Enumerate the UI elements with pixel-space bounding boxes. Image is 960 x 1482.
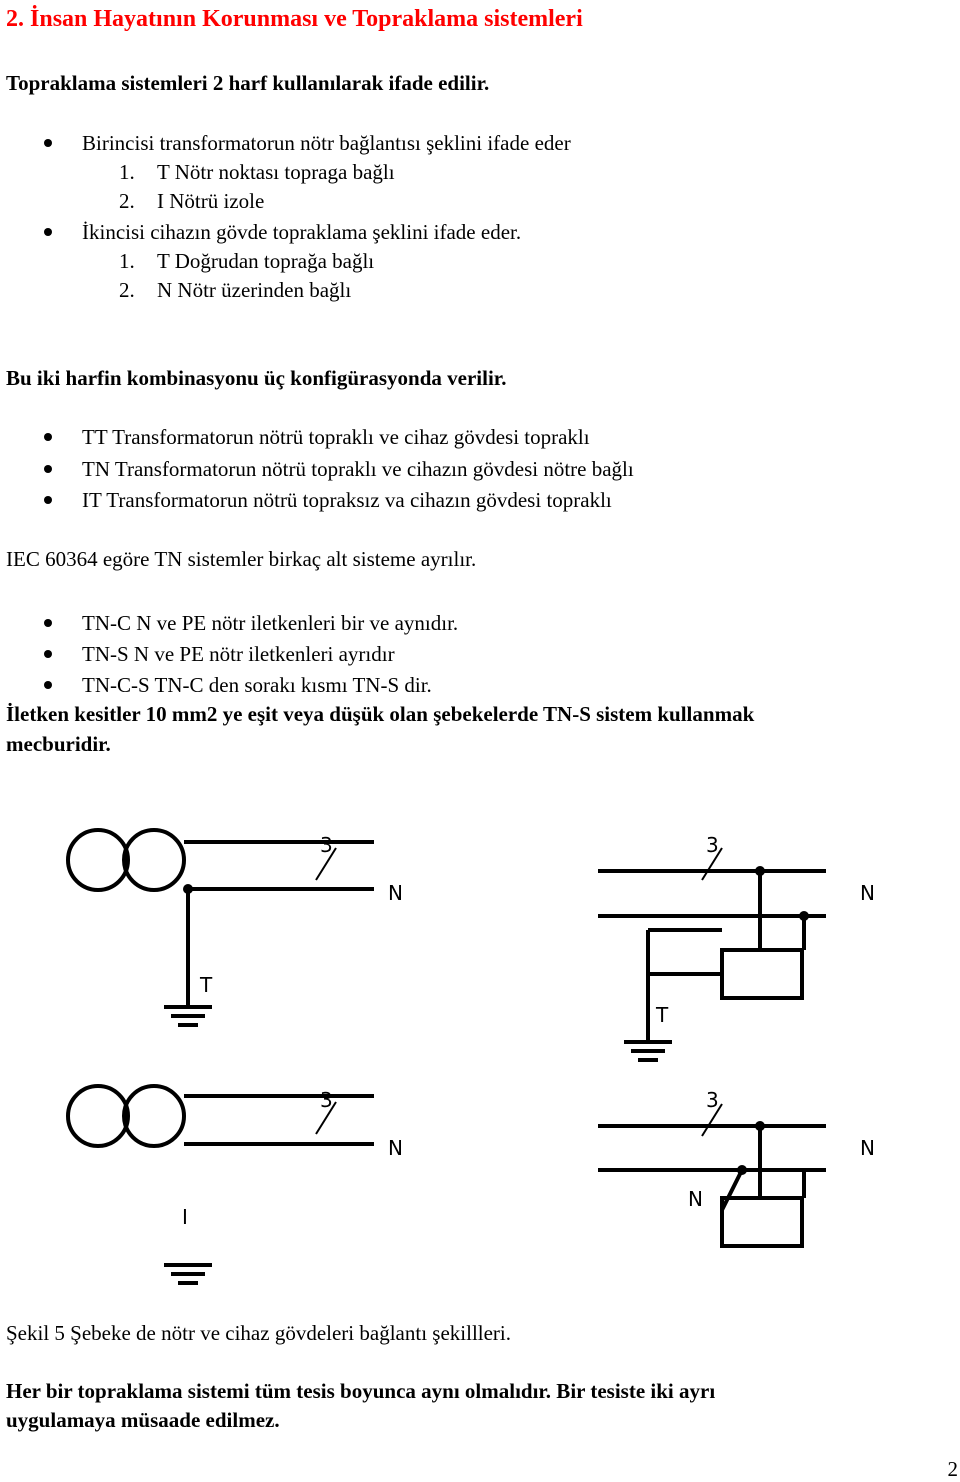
bullet — [44, 433, 52, 441]
requirement-line-1: İletken kesitler 10 mm2 ye eşit veya düşük olan şebekelerde TN-S sistem kullanmak — [6, 702, 755, 726]
intro-text: Topraklama sistemleri 2 harf kullanılarak ifade edilir. — [6, 71, 490, 95]
subsystem-tn-c: TN-C N ve PE nötr iletkenleri bir ve aynıdır. — [82, 611, 459, 635]
phase-count-label: 3 — [706, 1088, 719, 1112]
second-letter-item: İkincisi cihazın gövde topraklama şeklini ifade eder. — [82, 220, 522, 244]
first-letter-item: Birincisi transformatorun nötr bağlantısı şeklini ifade eder — [82, 131, 571, 155]
config-tt: TT Transformatorun nötrü topraklı ve cihaz gövdesi topraklı — [82, 425, 590, 449]
closing-line-1: Her bir topraklama sistemi tüm tesis boyunca aynı olmalıdır. Bir tesiste iki ayrı — [6, 1379, 716, 1403]
pe-to-neutral-wire — [722, 1170, 742, 1210]
page-number: 2 — [947, 1457, 958, 1481]
config-it: IT Transformatorun nötrü topraksız va cihazın gövdesi topraklı — [82, 488, 612, 512]
bullet — [44, 139, 52, 147]
earthed-label: T — [200, 973, 213, 997]
bullet — [44, 496, 52, 504]
option-text: T Doğrudan toprağa bağlı — [157, 249, 375, 273]
iec-text: IEC 60364 egöre TN sistemler birkaç alt sisteme ayrılır. — [6, 547, 477, 571]
earthing-diagrams — [0, 800, 960, 1300]
bullet — [44, 681, 52, 689]
subsystem-tn-s: TN-S N ve PE nötr iletkenleri ayrıdır — [82, 642, 395, 666]
requirement-line-2: mecburidir. — [6, 732, 111, 756]
phase-count-label: 3 — [320, 833, 333, 857]
earthed-label: T — [656, 1003, 669, 1027]
junction-dots — [183, 866, 809, 1175]
bullet — [44, 465, 52, 473]
figure-caption: Şekil 5 Şebeke de nötr ve cihaz gövdeleri bağlantı şekillleri. — [6, 1321, 512, 1345]
phase-count-label: 3 — [706, 833, 719, 857]
option-number: 1. — [119, 160, 135, 184]
ground-symbol — [624, 1042, 672, 1060]
section-title: 2. İnsan Hayatının Korunması ve Topraklama sistemleri — [6, 6, 583, 32]
device-box — [722, 1198, 802, 1246]
ground-symbol — [164, 1007, 212, 1025]
bullet — [44, 228, 52, 236]
option-number: 2. — [119, 189, 135, 213]
combination-intro: Bu iki harfin kombinasyonu üç konfigürasyonda verilir. — [6, 366, 507, 390]
option-number: 2. — [119, 278, 135, 302]
transformer-top-left — [68, 830, 184, 890]
config-tn: TN Transformatorun nötrü topraklı ve cihazın gövdesi nötre bağlı — [82, 457, 634, 481]
device-box — [722, 950, 802, 998]
closing-line-2: uygulamaya müsaade edilmez. — [6, 1408, 280, 1432]
bullet — [44, 619, 52, 627]
neutral-label: N — [860, 881, 875, 905]
bullet — [44, 650, 52, 658]
phase-count-label: 3 — [320, 1088, 333, 1112]
isolated-label: I — [182, 1205, 188, 1229]
option-text: I Nötrü izole — [157, 189, 265, 213]
option-text: T Nötr noktası topraga bağlı — [157, 160, 395, 184]
option-text: N Nötr üzerinden bağlı — [157, 278, 352, 302]
option-number: 1. — [119, 249, 135, 273]
subsystem-tn-c-s: TN-C-S TN-C den sorakı kısmı TN-S dir. — [82, 673, 432, 697]
device-neutral-label: N — [688, 1187, 703, 1211]
neutral-label: N — [388, 1136, 403, 1160]
neutral-label: N — [388, 881, 403, 905]
neutral-label: N — [860, 1136, 875, 1160]
transformer-bottom-left — [68, 1086, 184, 1146]
ground-symbol — [164, 1265, 212, 1283]
